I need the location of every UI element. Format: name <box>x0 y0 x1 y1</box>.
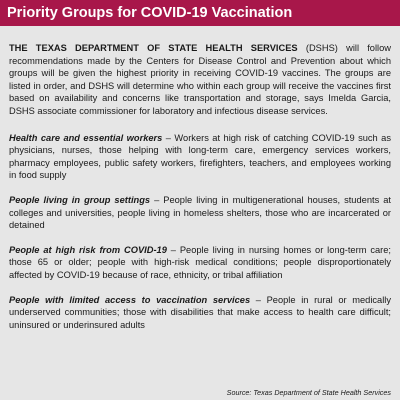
group-item <box>9 132 391 182</box>
intro-lead: THE TEXAS DEPARTMENT OF STATE HEALTH SERVICES <box>9 43 298 53</box>
group-title: People at high risk from COVID-19 <box>9 244 167 255</box>
article-body <box>9 42 391 343</box>
group-item <box>9 244 391 282</box>
group-text: – People living in multigenerational houses, students at colleges and universities, people living in homeless shelters, those who are incarcerated or detained <box>9 194 391 231</box>
source-note: Source: Texas Department of State Health Services <box>226 388 391 397</box>
page-title: Priority Groups for COVID-19 Vaccination <box>0 0 400 26</box>
group-title: Health care and essential workers <box>9 132 163 143</box>
group-text: – People in rural or medically underserved communities; those with disabilities that make access to health care difficult; uninsured or underinsured adults <box>9 294 391 330</box>
group-title: People living in group settings <box>9 194 151 205</box>
group-text: – People living in nursing homes or long-term care; those 65 or older; people with high-risk medical conditions; people disproportionately affected by COVID-19 because of race, ethnicity, or tribal affiliation <box>9 244 391 280</box>
intro-text: (DSHS) will follow recommendations made by the Centers for Disease Control and Prevention about which groups will be given the highest priority in receiving COVID-19 vaccines. The groups are listed in order, and DSHS will determine who within each group will receive the vaccines first based on availability and concerns like transportation and storage, says Imelda Garcia, DSHS associate commissioner for laboratory and infectious disease services. <box>9 43 391 116</box>
group-title: People with limited access to vaccination services <box>9 294 251 305</box>
group-item <box>9 294 391 332</box>
group-item <box>9 194 391 232</box>
group-text: – Workers at high risk of catching COVID-19 such as physicians, nurses, those helping with long-term care, emergency services workers, pharmacy employees, public safety workers, firefighters, teachers, and employees working in food supply <box>9 132 391 181</box>
intro-paragraph <box>9 42 391 118</box>
